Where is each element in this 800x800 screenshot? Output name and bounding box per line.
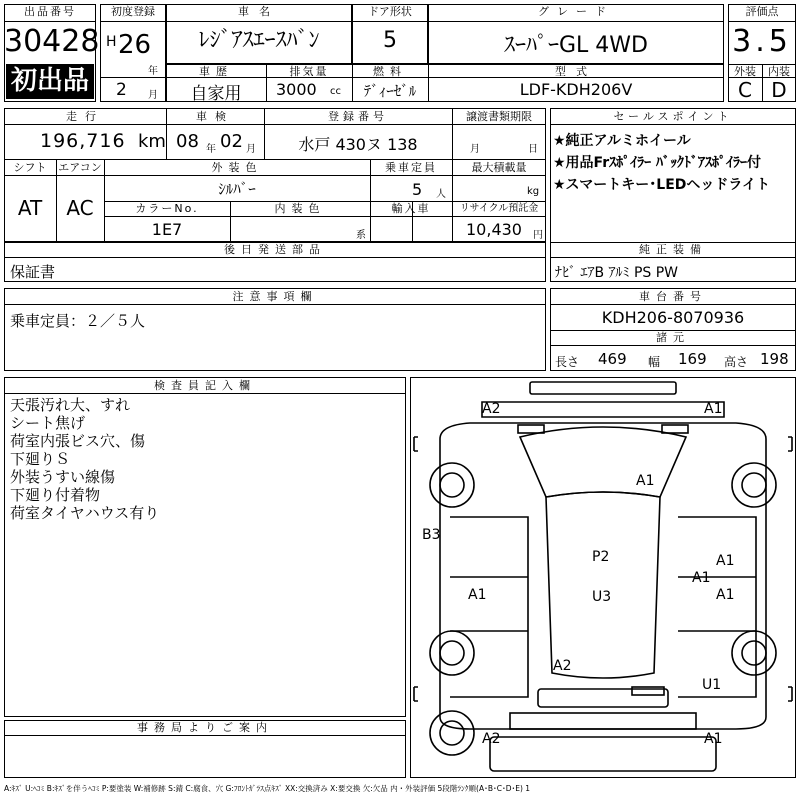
inspector-note: 荷室内張ビス穴、傷 bbox=[10, 432, 146, 450]
inspector-note: 荷室タイヤハウス有り bbox=[10, 504, 160, 522]
chassis-label: 車台番号 bbox=[639, 290, 707, 303]
equipment: ﾅﾋﾞ ｴｱB ｱﾙﾐ PS PW bbox=[555, 265, 679, 281]
height-label: 高さ bbox=[724, 355, 749, 369]
front-bumper bbox=[530, 382, 676, 394]
transfer-month: 月 bbox=[470, 144, 480, 155]
inspection-month-unit: 月 bbox=[246, 144, 256, 155]
wheel-rear-right bbox=[732, 631, 776, 675]
mark-rear-bumper-right: A1 bbox=[704, 731, 723, 747]
rear-window bbox=[538, 689, 668, 707]
length: 469 bbox=[598, 350, 627, 368]
mark-right-center: A1 bbox=[692, 570, 711, 586]
mileage-unit: km bbox=[138, 131, 166, 152]
fuel-label: 燃料 bbox=[373, 65, 407, 78]
mileage: 196,716 bbox=[40, 130, 126, 152]
length-label: 長さ bbox=[555, 355, 580, 369]
sales-point: ★スマートキー･LEDヘッドライト bbox=[553, 177, 770, 193]
spare-wheel bbox=[430, 711, 474, 755]
load-unit: kg bbox=[527, 186, 540, 197]
equipment-label: 純正装備 bbox=[639, 243, 707, 256]
wheel-front-right bbox=[732, 463, 776, 507]
inspection-label: 車検 bbox=[196, 110, 234, 123]
sales-point: ★純正アルミホイール bbox=[553, 133, 691, 149]
inspector-note: 外装うすい線傷 bbox=[10, 468, 116, 486]
history: 自家用 bbox=[190, 84, 242, 104]
mark-rear-bumper-left: A2 bbox=[482, 731, 501, 747]
mileage-label: 走行 bbox=[66, 110, 104, 123]
reg-month-unit: 月 bbox=[148, 90, 158, 101]
displacement-label: 排気量 bbox=[289, 65, 329, 78]
lot-number: 30428 bbox=[4, 24, 100, 59]
recycle: 10,430 bbox=[466, 220, 522, 239]
height: 198 bbox=[760, 350, 789, 368]
load-label: 最大積載量 bbox=[471, 161, 527, 174]
grade-label: グレード bbox=[538, 5, 614, 18]
mark-hood: A1 bbox=[636, 473, 655, 489]
notes: 乗車定員：２／５人 bbox=[10, 312, 146, 330]
rear-bumper bbox=[510, 713, 696, 729]
mark-roof-rear: U3 bbox=[592, 589, 612, 605]
wheel-front-left bbox=[430, 463, 474, 507]
reg-year: 26 bbox=[118, 30, 152, 60]
reg-year-unit: 年 bbox=[148, 66, 158, 77]
right-side bbox=[678, 517, 756, 697]
windshield bbox=[520, 427, 686, 497]
car-name-label: 車名 bbox=[238, 5, 280, 18]
door-type: 5 bbox=[383, 28, 397, 53]
first-reg-label: 初度登録 bbox=[111, 5, 155, 18]
int-grade: D bbox=[771, 78, 787, 102]
mark-rear-gate: A2 bbox=[553, 658, 572, 674]
sales-point: ★用品Frｽﾎﾟｲﾗｰ ﾊﾞｯｸﾄﾞｱｽﾎﾟｲﾗｰ付 bbox=[553, 155, 761, 171]
inspector-notes bbox=[10, 396, 159, 522]
inspector-label: 検査員記入欄 bbox=[154, 379, 256, 392]
color-no: 1E7 bbox=[151, 220, 183, 239]
capacity: 5 bbox=[412, 180, 423, 199]
transfer-day: 日 bbox=[528, 144, 538, 155]
mark-front-left: A2 bbox=[482, 401, 501, 417]
inspection-month: 02 bbox=[220, 131, 243, 152]
office-label: 事務局よりご案内 bbox=[137, 721, 273, 734]
capacity-label: 乗車定員 bbox=[385, 161, 437, 174]
inspector-note: 下廻りＳ bbox=[10, 450, 71, 468]
car-diagram-svg bbox=[410, 377, 796, 778]
displacement: 3000 bbox=[276, 80, 317, 99]
score: 3.5 bbox=[732, 24, 792, 59]
rear-bumper-bottom bbox=[490, 737, 716, 771]
ext-grade-label: 外装 bbox=[734, 65, 756, 78]
mark-rear-right: U1 bbox=[702, 677, 722, 693]
ac: AC bbox=[66, 196, 94, 220]
int-color-label: 内装色 bbox=[274, 202, 326, 215]
width-label: 幅 bbox=[648, 355, 661, 369]
inspector-note: 下廻り付着物 bbox=[10, 486, 101, 504]
mark-front-right: A1 bbox=[704, 401, 723, 417]
plate-label: 登録番号 bbox=[328, 110, 388, 123]
lot-number-label: 出品番号 bbox=[24, 5, 76, 18]
shift-label: シフト bbox=[13, 161, 47, 174]
notes-label: 注意事項欄 bbox=[232, 290, 318, 303]
color-no-label: カラーNo. bbox=[135, 202, 199, 215]
capacity-unit: 人 bbox=[436, 189, 446, 200]
inspection-year: 08 bbox=[176, 131, 199, 152]
inspector-note: シート焦げ bbox=[10, 414, 86, 432]
recycle-label: リサイクル預託金 bbox=[459, 203, 539, 214]
era: H bbox=[106, 34, 117, 50]
mark-right-front-door: A1 bbox=[716, 553, 735, 569]
sales-points-label: セールスポイント bbox=[613, 110, 733, 123]
transfer-label: 譲渡書類期限 bbox=[466, 110, 532, 123]
car-name: ﾚｼﾞｱｽｴｰｽﾊﾞﾝ bbox=[198, 28, 320, 53]
plate: 水戸 430ヌ 138 bbox=[298, 135, 418, 154]
int-color-unit: 系 bbox=[356, 230, 366, 241]
grade: ｽｰﾊﾟｰGL 4WD bbox=[504, 33, 648, 58]
mark-left-rear-door: A1 bbox=[468, 587, 487, 603]
wheel-rear-left bbox=[430, 631, 474, 675]
inspector-note: 天張汚れ大、すれ bbox=[10, 396, 131, 414]
int-grade-label: 内装 bbox=[768, 65, 790, 78]
displacement-unit: cc bbox=[330, 86, 341, 97]
history-label: 車歴 bbox=[199, 65, 233, 78]
ext-grade: C bbox=[738, 78, 752, 102]
recycle-unit: 円 bbox=[533, 230, 543, 241]
import-label: 輸入車 bbox=[391, 202, 431, 215]
shift: AT bbox=[17, 196, 43, 220]
dims-label: 諸元 bbox=[656, 331, 690, 344]
hood-line bbox=[482, 402, 724, 417]
ext-color-label: 外装色 bbox=[211, 161, 263, 174]
legend: A:ｷｽﾞ U:ﾍｺﾐ B:ｷｽﾞを伴うﾍｺﾐ P:要塗装 W:補修跡 S:錆 C:腐食、穴 G:ﾌﾛﾝﾄｶﾞﾗｽ点ｷｽﾞ XX:交換済み X:要交換 欠:欠品 内・外装評価 5段階ﾗﾝｸ順(A･B･C･D･E) 1 bbox=[4, 784, 531, 793]
ac-label: エアコン bbox=[58, 161, 102, 174]
reg-month: 2 bbox=[116, 80, 127, 100]
ext-color: ｼﾙﾊﾞｰ bbox=[218, 180, 256, 198]
chassis-number: KDH206-8070936 bbox=[601, 308, 745, 327]
first-listing-label: 初出品 bbox=[10, 66, 89, 96]
mark-roof: P2 bbox=[592, 549, 610, 565]
mark-left-front-fender: B3 bbox=[422, 527, 441, 543]
score-label: 評価点 bbox=[745, 5, 779, 18]
mark-right-rear-door: A1 bbox=[716, 587, 735, 603]
fuel: ﾃﾞｨｰｾﾞﾙ bbox=[363, 82, 417, 100]
model: LDF-KDH206V bbox=[519, 80, 633, 99]
left-side bbox=[450, 517, 528, 697]
width: 169 bbox=[678, 350, 707, 368]
door-label: ドア形状 bbox=[368, 5, 412, 18]
sales-points-list bbox=[553, 130, 795, 196]
model-label: 型式 bbox=[555, 65, 597, 78]
roof bbox=[546, 492, 660, 678]
shipped-parts: 保証書 bbox=[10, 263, 56, 281]
shipped-parts-label: 後日発送部品 bbox=[224, 243, 326, 256]
inspection-year-unit: 年 bbox=[206, 144, 216, 155]
